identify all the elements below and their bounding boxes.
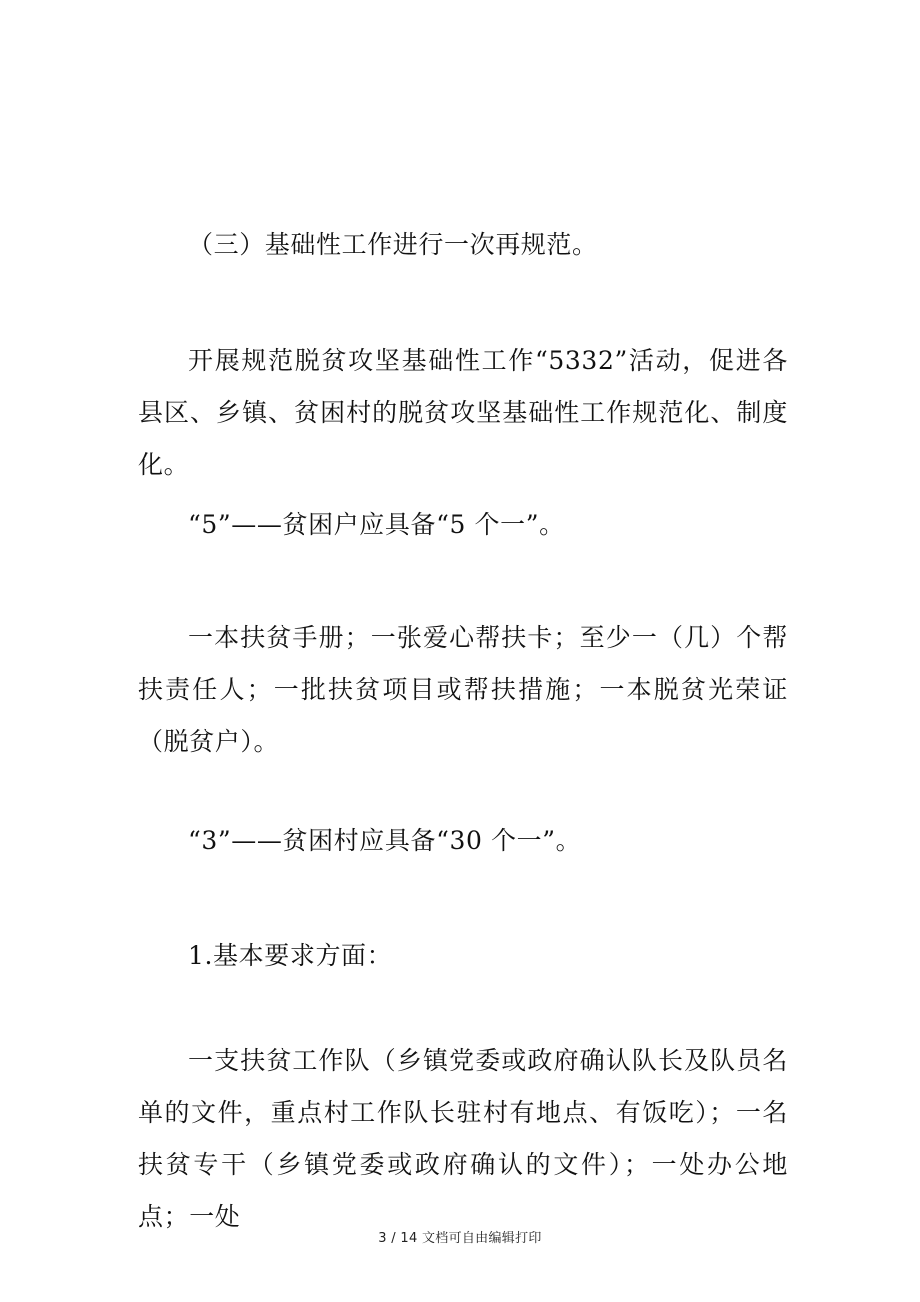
paragraph-villages-heading: “3”——贫困村应具备“30 个一”。 bbox=[188, 826, 582, 855]
paragraph-work-team: 一支扶贫工作队（乡镇党委或政府确认队长及队员名单的文件，重点村工作队长驻村有地点、有饭吃）；一名扶贫专干（乡镇党委或政府确认的文件）；一处办公地点；一处 bbox=[138, 1046, 788, 1231]
paragraph-households-heading: “5”——贫困户应具备“5 个一”。 bbox=[188, 510, 565, 539]
page-footer: 3 / 14 文档可自由编辑打印 bbox=[378, 1231, 542, 1246]
paragraph-basic-requirements: 1.基本要求方面： bbox=[188, 941, 393, 970]
paragraph-activity-intro: 开展规范脱贫攻坚基础性工作“5332”活动，促进各县区、乡镇、贫困村的脱贫攻坚基础性工作规范化、制度化。 bbox=[138, 346, 788, 479]
section-heading: （三）基础性工作进行一次再规范。 bbox=[188, 230, 598, 259]
paragraph-households-items: 一本扶贫手册；一张爱心帮扶卡；至少一（几）个帮扶责任人；一批扶贫项目或帮扶措施；一本脱贫光荣证（脱贫户）。 bbox=[138, 623, 788, 756]
